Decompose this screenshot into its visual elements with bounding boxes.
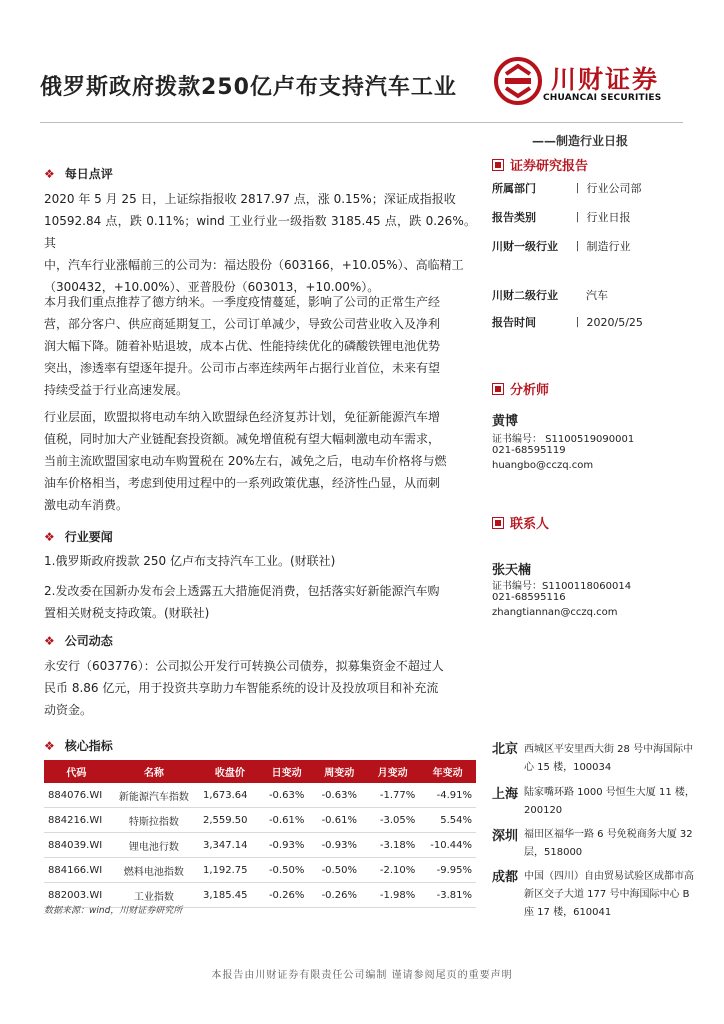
report-subtitle: ——制造行业日报 [531,134,628,148]
contact-name: 张天楠 [492,563,532,578]
header-divider [40,122,683,123]
analyst-cert: 证书编号： S1100519090001 [492,434,635,445]
cell-close: 3,185.45 [199,883,261,908]
cell-name: 燃料电池指数 [109,858,199,883]
section-heading-news: ❖ 行业要闻 [44,530,113,544]
info-label-type: 报告类别 [492,211,536,224]
cell-name: 新能源汽车指数 [109,783,199,808]
news-item-2: 2.发改委在国新办发布会上透露五大措施促消费，包括落实好新能源汽车购 置相关财税支持政策。(财联社) [44,584,440,620]
col-header-week: 周变动 [313,760,366,783]
col-header-day: 日变动 [261,760,313,783]
cell-close: 1,673.64 [199,783,261,808]
info-label-dept: 所属部门 [492,182,536,195]
cell-month: -1.98% [366,883,419,908]
cell-month: -3.18% [366,833,419,858]
report-title: 俄罗斯政府拨款250亿卢布支持汽车工业 [40,75,457,100]
analyst-phone: 021-68595119 [492,445,566,456]
office-address-shanghai: 陆家嘴环路 1000 号恒生大厦 11 楼，200120 [524,787,695,816]
info-value-type: 丨 行业日报 [572,211,631,224]
section-heading-core: ❖ 核心指标 [44,739,113,753]
cell-month: -3.05% [366,808,419,833]
col-header-month: 月变动 [366,760,419,783]
info-value-industry-1: 丨 制造行业 [572,240,631,253]
cell-week: -0.50% [313,858,366,883]
info-value-industry-2: 汽车 [586,289,608,302]
table-row [44,783,476,808]
table-row [44,858,476,883]
cell-year: -10.44% [419,833,476,858]
square-bullet-icon [492,517,504,529]
cell-week: -0.93% [313,833,366,858]
cell-day: -0.26% [261,883,313,908]
col-header-close: 收盘价 [199,760,261,783]
diamond-bullet-icon: ❖ [44,530,55,544]
chuancai-logo-icon [494,57,542,105]
section-heading-daily: ❖ 每日点评 [44,167,113,181]
cell-code: 884216.WI [44,808,109,833]
info-value-dept: 丨 行业公司部 [572,182,642,195]
cell-name: 工业指数 [109,883,199,908]
cell-week: -0.61% [313,808,366,833]
cell-year: -3.81% [419,883,476,908]
cell-day: -0.63% [261,783,313,808]
analyst-email[interactable]: huangbo@cczq.com [492,460,594,471]
contact-cert: 证书编号：S1100118060014 [492,581,632,592]
office-city-shenzhen: 深圳 [492,829,519,844]
section-heading-company: ❖ 公司动态 [44,634,113,648]
data-source-note: 数据来源：wind，川财证券研究所 [44,906,183,916]
cell-code: 884039.WI [44,833,109,858]
sidebar-heading-analyst: 分析师 [492,379,549,398]
info-label-industry-1: 川财一级行业 [492,240,558,253]
cell-day: -0.93% [261,833,313,858]
cell-name: 特斯拉指数 [109,808,199,833]
square-bullet-icon [492,383,504,395]
info-label-industry-2: 川财二级行业 [492,289,558,302]
contact-email[interactable]: zhangtiannan@cczq.com [492,607,618,618]
cell-close: 3,347.14 [199,833,261,858]
logo-text-cn: 川财证券 [551,65,660,94]
page-footer-disclaimer: 本报告由川财证券有限责任公司编制 谨请参阅尾页的重要声明 [211,970,513,981]
logo-text-en: CHUANCAI SECURITIES [543,93,662,103]
sidebar-heading-contact: 联系人 [492,513,549,532]
daily-paragraph-1: 2020 年 5 月 25 日，上证综指报收 2817.97 点，涨 0.15%；深证成指报收 10592.84 点，跌 0.11%；wind 工业行业一级指数 3185.45 点，跌 0.26%。其 中，汽车行业涨幅前三的公司为：福达股份（603166，+10.05%）、高临精工 （300432，+10.00%）、亚普股份（603013，+10.00%）。 [44,192,476,294]
cell-week: -0.26% [313,883,366,908]
table-row [44,833,476,858]
cell-week: -0.63% [313,783,366,808]
cell-month: -1.77% [366,783,419,808]
cell-close: 2,559.50 [199,808,261,833]
office-city-chengdu: 成都 [492,870,519,885]
news-item-1: 1.俄罗斯政府拨款 250 亿卢布支持汽车工业。(财联社) [44,554,336,568]
cell-day: -0.61% [261,808,313,833]
sidebar-heading-report: 证券研究报告 [492,155,588,174]
cell-day: -0.50% [261,858,313,883]
daily-paragraph-3: 行业层面，欧盟拟将电动车纳入欧盟绿色经济复苏计划，免征新能源汽车增 值税，同时加大产业链配套投资额。减免增值税有望大幅刺激电动车需求， 当前主流欧盟国家电动车购置税在 20%左右，减免之后，电动车价格将与燃 油车价格相当，考虑到使用过程中的一系列政策优惠，经济性凸显，从而刺 激电动车消费。 [44,410,447,512]
info-value-date: 丨 2020/5/25 [572,316,643,329]
office-address-shenzhen: 福田区福华一路 6 号免税商务大厦 32 层，518000 [524,829,693,858]
cell-year: 5.54% [419,808,476,833]
cell-close: 1,192.75 [199,858,261,883]
table-row [44,808,476,833]
office-address-beijing: 西城区平安里西大街 28 号中海国际中心 15 楼，100034 [524,744,694,773]
cell-month: -2.10% [366,858,419,883]
diamond-bullet-icon: ❖ [44,167,55,181]
contact-phone: 021-68595116 [492,592,566,603]
analyst-name: 黄博 [492,414,519,429]
office-city-shanghai: 上海 [492,787,519,802]
diamond-bullet-icon: ❖ [44,739,55,753]
core-indicators-table [44,760,476,908]
col-header-name: 名称 [109,760,199,783]
col-header-year: 年变动 [419,760,476,783]
square-bullet-icon [492,159,504,171]
cell-code: 884166.WI [44,858,109,883]
cell-name: 锂电池行数 [109,833,199,858]
cell-year: -9.95% [419,858,476,883]
info-label-date: 报告时间 [492,316,536,329]
table-header-row [44,760,476,783]
diamond-bullet-icon: ❖ [44,634,55,648]
office-city-beijing: 北京 [492,742,519,757]
cell-year: -4.91% [419,783,476,808]
daily-paragraph-2: 本月我们重点推荐了德方纳米。一季度疫情蔓延，影响了公司的正常生产经 营，部分客户、供应商延期复工，公司订单减少，导致公司营业收入及净利 润大幅下降。随着补贴退坡，成本占优、性能持续优化的磷酸铁锂电池优势 突出，渗透率有望逐年提升。公司市占率连续两年占据行业首位，未来有望 持续受益于行业高速发展。 [44,295,441,397]
cell-code: 882003.WI [44,883,109,908]
cell-code: 884076.WI [44,783,109,808]
col-header-code: 代码 [44,760,109,783]
office-address-chengdu: 中国（四川）自由贸易试验区成都市高新区交子大道 177 号中海国际中心 B 座 17 楼，610041 [524,871,694,918]
company-news: 永安行（603776）：公司拟公开发行可转换公司债券，拟募集资金不超过人 民币 8.86 亿元，用于投资共享助力车智能系统的设计及投放项目和补充流 动资金。 [44,659,444,717]
